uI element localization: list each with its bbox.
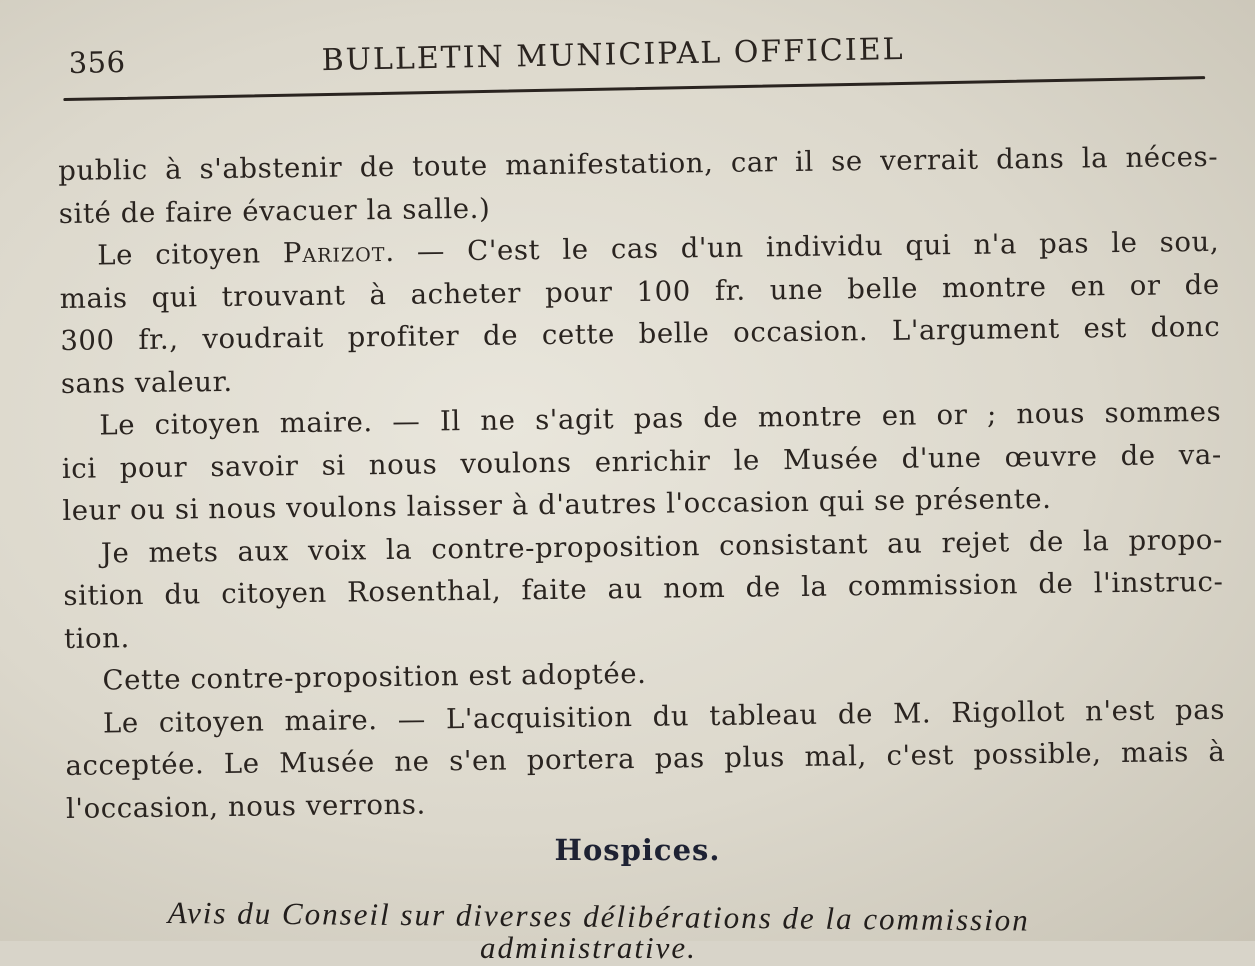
text-line: Le citoyen maire. — L'acquisition du tableau de M. Rigollot n'est pas xyxy=(102,693,1226,739)
speech-text: . — C'est le cas d'un individu qui n'a pas le sou, xyxy=(385,225,1220,269)
header-rule xyxy=(63,76,1205,101)
speaker-name: Parizot xyxy=(282,236,386,270)
text-line: acceptée. Le Musée ne s'en portera pas plus mal, c'est possible, mais à xyxy=(65,735,1226,782)
text-line: l'occasion, nous verrons. xyxy=(65,788,427,825)
section-heading: Hospices. xyxy=(554,833,721,867)
text-line: ici pour savoir si nous voulons enrichir le Musée d'une œuvre de va- xyxy=(61,438,1222,485)
text-line: Je mets aux voix la contre-proposition consistant au rejet de la propo- xyxy=(100,523,1224,570)
text-line: sition du citoyen Rosenthal, faite au nom de la commission de l'instruc- xyxy=(63,565,1224,612)
text-line: sité de faire évacuer la salle.) xyxy=(58,192,491,230)
body-text xyxy=(58,136,1226,830)
text-line: Le citoyen maire. — Il ne s'agit pas de montre en or ; nous sommes xyxy=(99,395,1222,442)
page-number: 356 xyxy=(68,44,126,80)
page-header xyxy=(66,6,1207,88)
text-line: mais qui trouvant à acheter pour 100 fr. une belle montre en or de xyxy=(59,268,1220,315)
text-line: sans valeur. xyxy=(60,365,233,400)
text-line: public à s'abstenir de toute manifestation, car il se verrait dans la néces- xyxy=(58,140,1219,187)
text-line: tion. xyxy=(63,621,131,655)
text-line: 300 fr., voudrait profiter de cette belle occasion. L'argument est donc xyxy=(60,310,1221,357)
running-title: BULLETIN MUNICIPAL OFFICIEL xyxy=(321,31,905,79)
text-line: Cette contre-proposition est adoptée. xyxy=(102,657,647,697)
speaker-prefix: Le citoyen xyxy=(97,237,284,272)
section-subtitle-continued: administrative. xyxy=(480,930,697,965)
text-line: leur ou si nous voulons laisser à d'autres l'occasion qui se présente. xyxy=(62,482,1052,527)
section-subtitle: Avis du Conseil sur diverses délibérations de la commission xyxy=(167,895,1030,938)
